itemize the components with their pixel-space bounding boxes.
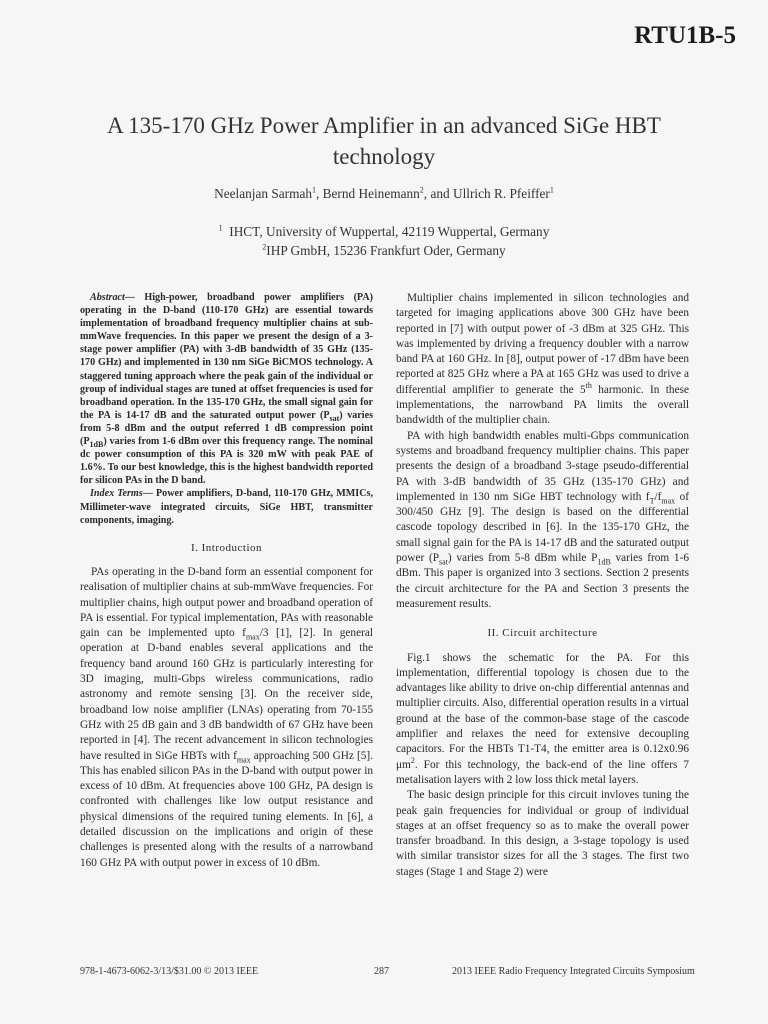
affil-text: IHP GmbH, 15236 Frankfurt Oder, Germany bbox=[266, 243, 506, 258]
subscript: max bbox=[661, 496, 676, 506]
affil-mark: 1 bbox=[218, 223, 223, 233]
author-affil-mark: 2 bbox=[419, 185, 424, 195]
paper-title: A 135-170 GHz Power Amplifier in an advanced SiGe HBT technology bbox=[107, 113, 661, 169]
text-run: PAs operating in the D-band form an essential component for realisation of multiplier chains at sub-mmWave frequencies. For multiplier chains, high output power and broadband operation of PA is essential. For typical implementation, PAs with reasonable gain can be implemented upto f bbox=[80, 565, 373, 640]
paragraph bbox=[396, 291, 689, 429]
text-run: . For this technology, the back-end of the line offers 7 metalisation layers with 2 low loss thick metal layers. bbox=[396, 758, 689, 786]
paragraph: The basic design principle for this circuit invloves tuning the peak gain frequencies for individual or group of individual stages at an offset frequency so as to make the overall power transfer broadband. In this design, a 3-stage topology is used with similar transistor sizes for all the 3 stages. The first two stages (Stage 1 and Stage 2) were bbox=[396, 789, 689, 878]
index-terms-text: — Power amplifiers, D-band, 110-170 GHz, MMICs, Millimeter-wave integrated circuits, SiGe HBT, transmitter components, imaging. bbox=[80, 488, 373, 526]
abstract-label: Abstract bbox=[90, 292, 125, 303]
text-run: approaching 500 GHz [5]. This has enabled silicon PAs in the D-band with output power in excess of 10 dBm. At frequencies above 100 GHz, PA design is confronted with challenges like low output resistance and physical dimensions of the required tuning elements. In [6], a detailed discussion on the implications and origin of these challenges is presented along with the results of a narrowband 160 GHz PA with output power in excess of 10 dBm. bbox=[80, 749, 373, 869]
text-run: of 300/450 GHz [9]. The design is based on the differential cascode topology described in [6]. In the 135-170 GHz, the small signal gain for the PA is 14-17 dB and the saturated output power (P bbox=[396, 490, 689, 565]
footer-venue: 2013 IEEE Radio Frequency Integrated Circuits Symposium bbox=[452, 966, 695, 977]
left-column bbox=[80, 291, 373, 871]
index-terms-label: Index Terms bbox=[90, 488, 143, 500]
author-name: and Ullrich R. Pfeiffer bbox=[430, 186, 550, 201]
text-run: /f bbox=[654, 490, 662, 503]
affil-text: IHCT, University of Wuppertal, 42119 Wuppertal, Germany bbox=[229, 224, 550, 239]
text-run: /3 [1], [2]. In general operation at D-band enables several applications and the frequency band around 160 GHz is particularly interesting for 3D imaging, multi-Gbps wireless communications, radio astronomy and remote sensing [3]. On the receiver side, broadband low noise amplifier (LNAs) operating from 70-155 GHz with 25 dB gain and 3 dB bandwidth of 67 GHz have been reported in [4]. The recent advancement in silicon technologies have resulted in SiGe HBTs with f bbox=[80, 627, 374, 762]
superscript: th bbox=[585, 381, 592, 391]
index-terms bbox=[80, 487, 373, 526]
intro-paragraph bbox=[80, 565, 373, 871]
author-name: Neelanjan Sarmah bbox=[214, 186, 312, 201]
subscript: max bbox=[245, 632, 260, 642]
text-run: PA with high bandwidth enables multi-Gbps communication systems and broadband frequency multiplier chains. This paper presents the design of a broadband 3-stage pseudo-differential PA with 3-dB bandwidth of 35 GHz (135-170 GHz) and implemented in 130 nm SiGe HBT technology with f bbox=[396, 429, 689, 503]
footer-isbn: 978-1-4673-6062-3/13/$31.00 © 2013 IEEE bbox=[80, 966, 259, 977]
section-heading-introduction: I. Introduction bbox=[190, 541, 263, 554]
text-run: Fig.1 shows the schematic for the PA. For this implementation, differential topology is chosen due to the advantages like ability to drive on-chip differential antennas and multiplier circuits. Also, differential operation results in a virtual ground at the base of the common-base stage of the cascode amplifier and relaxes the need for extensive decoupling capacitors. For the HBTs T1-T4, the emitter area is 0.12x0.96 μm bbox=[396, 651, 689, 771]
text-run: ) varies from 5-8 dBm while P bbox=[447, 552, 598, 565]
affiliations bbox=[60, 222, 708, 260]
subscript: 1dB bbox=[597, 557, 611, 567]
right-column bbox=[396, 291, 689, 880]
subscript: sat bbox=[329, 413, 340, 423]
subscript: 1dB bbox=[89, 440, 104, 450]
abstract-text: — High-power, broadband power amplifiers (PA) operating in the D-band (110-170 GHz) are essential towards implementation of broadband frequency multiplier chains at sub-mmWave frequencies. In this paper we present the design of a 3-stage power amplifier (PA) with 3-dB bandwidth of 35 GHz (135-170 GHz) and implemented in 130 nm SiGe BiCMOS technology. A staggered tuning approach where the peak gain of the individual or group of individual stages are tuned at offset frequencies is used for broadband operation. In the 135-170 GHz, the small signal gain for the PA is 14-17 dB and the saturated output power (P bbox=[80, 292, 373, 421]
author-name: Bernd Heinemann bbox=[322, 186, 420, 201]
page-number: 287 bbox=[374, 966, 389, 977]
text-run: varies from 1-6 dBm. This paper is organized into 3 sections. Section 2 presents the circuit architecture for the PA and Section 3 presents the measurement results. bbox=[396, 552, 689, 610]
affil-mark: 2 bbox=[262, 242, 267, 252]
abstract-text: ) varies from 1-6 dBm over this frequency range. The nominal dc power consumption of this PA is 320 mW with peak PAE of 1.6%. To our best knowledge, this is the highest bandwidth reported for silicon PAs in the D band. bbox=[80, 436, 373, 487]
affiliation-1 bbox=[60, 222, 708, 241]
paper-code: RTU1B-5 bbox=[634, 22, 736, 49]
section-heading-circuit-architecture: II. Circuit architecture bbox=[487, 627, 598, 640]
author-list: Neelanjan Sarmah$^1$, Bernd Heinemann$^2$, and Ullrich R. Pfeiffer$^1$ bbox=[214, 185, 554, 201]
paragraph bbox=[396, 651, 689, 789]
affiliation-2 bbox=[60, 241, 708, 260]
subscript: T bbox=[649, 496, 655, 506]
text-run: harmonic. In these implementations, the narrowband PA limits the overall bandwidth of the multiplier chain. bbox=[396, 383, 689, 427]
subscript: sat bbox=[439, 557, 448, 567]
author-affil-mark: 1 bbox=[549, 185, 554, 195]
paragraph bbox=[396, 429, 689, 613]
abstract bbox=[80, 291, 373, 487]
text-run: Multiplier chains implemented in silicon technologies and targeted for imaging applications above 300 GHz have been reported in [7] with output power of -3 dBm at 325 GHz. This was implemented by driving a frequency doubler with a narrow band PA at 160 GHz. In [8], output power of -17 dBm have been reported at 825 GHz where a PA at 165 GHz was used to drive a differential amplifier to generate the 5 bbox=[396, 292, 689, 396]
abstract-text: ) varies from 5-8 dBm and the output referred 1 dB compression point (P bbox=[80, 409, 374, 448]
author-affil-mark: 1 bbox=[312, 185, 316, 195]
superscript: 2 bbox=[410, 755, 415, 765]
subscript: max bbox=[236, 754, 251, 764]
